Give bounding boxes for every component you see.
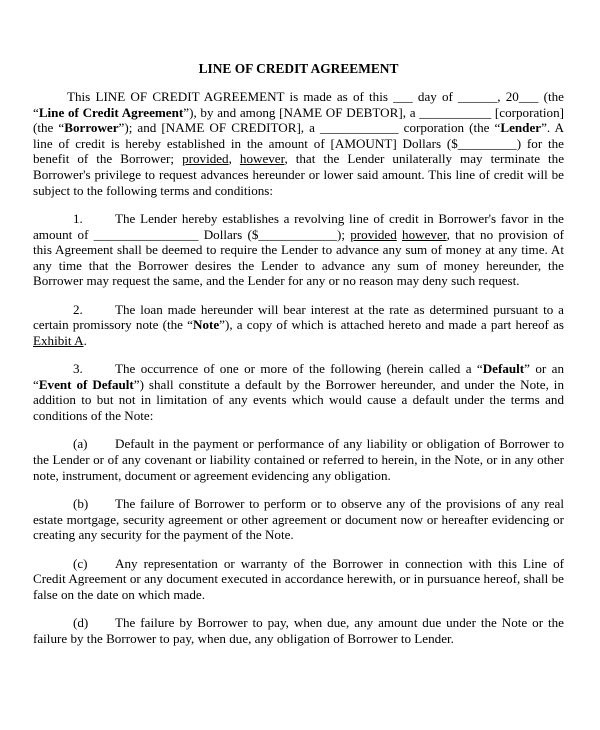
clause-label: (a) (73, 436, 88, 452)
term-lender: Lender (500, 120, 542, 136)
section-2-paragraph (33, 302, 564, 349)
intro-text: , that the Lender unilaterally may terminate the Borrower's privilege to request advances hereunder or lower said amount. This line of credit will be subject to the following terms and conditions: (33, 151, 565, 198)
term-default: Default (482, 361, 525, 377)
section-number: 3. (73, 361, 83, 377)
intro-text: ”); and [NAME OF CREDITOR], a ____________ corporation (the “ (118, 120, 501, 136)
term-event-of-default: Event of Default (38, 376, 134, 392)
provided-emphasis: provided (182, 151, 229, 167)
section-text: . (83, 332, 87, 348)
however-emphasis: however (239, 151, 285, 167)
intro-paragraph (33, 89, 564, 198)
section-text: , that no provision of this Agreement shall be deemed to require the Lender to advance any sum of money at any time. At any time that the Borrower desires the Lender to advance any sum of money hereunder, the Borrower may request the same, and the Lender for any or no reason may deny such request. (33, 226, 565, 289)
section-text: ”) shall constitute a default by the Borrower hereunder, and under the Note, in addition to but not in limitation of any events which would cause a default under the terms and conditions of the Note: (33, 376, 564, 424)
section-3-paragraph (33, 361, 564, 423)
exhibit-a-reference: Exhibit A (33, 332, 84, 348)
clause-label: (c) (73, 555, 88, 571)
clause-a-paragraph (33, 436, 564, 483)
clause-d-paragraph (33, 615, 564, 646)
section-text: The Lender hereby establishes a revolving line of credit in Borrower's favor in the amount of ________________ Dollars ($____________); (33, 210, 564, 242)
term-line-of-credit-agreement: Line of Credit Agreement (38, 104, 184, 120)
clause-text: Any representation or warranty of the Borrower in connection with this Line of Credit Agreement or any document executed in accordance herewith, or in pursuance hereof, shall be false on the date on which made. (33, 555, 564, 602)
document-title: LINE OF CREDIT AGREEMENT (198, 61, 399, 76)
provided-emphasis: provided (350, 226, 397, 242)
section-text: The occurrence of one or more of the following (herein called a “ (115, 361, 483, 377)
clause-text: The failure of Borrower to perform or to observe any of the provisions of any real estate mortgage, security agreement or other agreement or document now or hereafter evidencing or creating any security for the payment of the Note. (33, 496, 564, 543)
term-note: Note (192, 317, 220, 333)
term-borrower: Borrower (64, 120, 119, 136)
document-page (33, 60, 564, 646)
however-emphasis: however (402, 226, 447, 242)
intro-text: ”. A line of credit is hereby established in the amount of [AMOUNT] Dollars ($_________) for the benefit of the Borrower; (33, 120, 564, 167)
clause-b-paragraph (33, 496, 564, 543)
section-number: 1. (73, 210, 83, 226)
section-text: The loan made hereunder will bear interest at the rate as determined pursuant to a certain promissory note (the “ (33, 301, 564, 333)
clause-label: (d) (73, 615, 89, 631)
section-number: 2. (73, 301, 83, 317)
intro-text: ”), by and among [NAME OF DEBTOR], a ___________ [corporation] (the “ (33, 104, 564, 136)
clause-c-paragraph (33, 556, 564, 603)
intro-text: This LINE OF CREDIT AGREEMENT is made as of this ___ day of ______, 20___ (the “ (33, 89, 564, 120)
section-1-paragraph (33, 211, 564, 289)
intro-text: , (228, 151, 240, 167)
clause-text: The failure by Borrower to pay, when due, any amount due under the Note or the failure by the Borrower to pay, when due, any obligation of Borrower to Lender. (33, 615, 564, 646)
section-text: ”), a copy of which is attached hereto and made a part hereof as (219, 317, 564, 333)
clause-label: (b) (73, 496, 89, 512)
section-text: ” or an “ (33, 361, 565, 392)
clause-text: Default in the payment or performance of any liability or obligation of Borrower to the Lender or of any covenant or liability contained or referred to herein, in the Note, or in any other note, instrument, document or agreement evidencing any obligation. (33, 436, 564, 483)
